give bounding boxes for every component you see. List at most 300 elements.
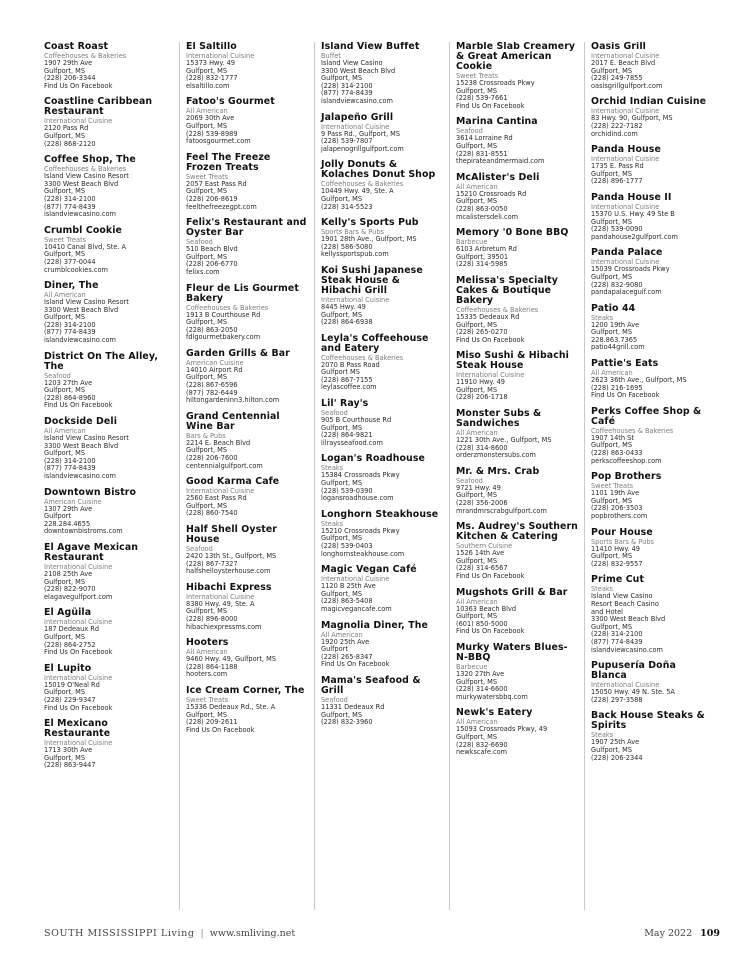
restaurant-detail-line: 1713 30th Ave [44, 746, 93, 755]
restaurant-detail-line: fatoosgourmet.com [186, 137, 251, 146]
restaurant-detail-line: (228) 206-2344 [591, 753, 643, 762]
restaurant-detail-line: Gulfport, MS [321, 310, 363, 319]
restaurant-detail-line: 8445 Hwy. 49 [321, 302, 366, 311]
restaurant-detail-line: leylascoffee.com [321, 383, 377, 392]
restaurant-detail-line: (228) 831-8551 [456, 149, 508, 158]
restaurant-category: All American [456, 429, 498, 438]
restaurant-detail-line: Island View Casino [591, 592, 653, 601]
restaurant-detail-line: longhornsteakhouse.com [321, 549, 405, 558]
restaurant-name: Panda House II [591, 191, 672, 203]
restaurant-name: El Lupito [44, 662, 92, 674]
restaurant-category: All American [321, 630, 363, 639]
restaurant-detail-line: Find Us On Facebook [456, 572, 525, 580]
restaurant-detail-line: halfshelloysterhouse.com [186, 567, 271, 576]
restaurant-detail-line: Gulfport, MS [456, 197, 498, 206]
restaurant-detail-line: (228) 206-1718 [456, 393, 508, 402]
restaurant-name: Garden Grills & Bar [186, 347, 290, 359]
restaurant-entry [44, 97, 173, 148]
restaurant-detail-line: 3300 West Beach Blvd [321, 66, 396, 75]
restaurant-detail-line: 9460 Hwy. 49, Gulfport, MS [186, 655, 276, 664]
restaurant-detail-line: Gulfport, MS [456, 491, 498, 500]
restaurant-detail-line: (228) 832-9080 [591, 280, 643, 289]
restaurant-detail-line: (228) 265-0270 [456, 328, 508, 337]
restaurant-detail-line: (228) 864-6938 [321, 318, 373, 327]
restaurant-name: Ice Cream Corner, The [186, 684, 305, 696]
restaurant-detail-line: logansroadhouse.com [321, 494, 394, 503]
restaurant-detail-line: 1907 14th St [591, 433, 634, 442]
restaurant-name: Downtown Bistro [44, 486, 137, 498]
restaurant-detail-line: hibachiexpressms.com [186, 622, 262, 631]
restaurant-detail-line: Gulfport, MS [321, 534, 363, 543]
restaurant-category: Seafood [186, 545, 213, 553]
restaurant-entry [44, 417, 173, 481]
restaurant-detail-line: feelthefreezegpt.com [186, 202, 257, 211]
restaurant-entry [186, 638, 308, 679]
restaurant-detail-line: (228) 864-8960 [44, 393, 96, 402]
restaurant-detail-line: 1221 30th Ave., Gulfport, MS [456, 436, 552, 445]
restaurant-category: International Cuisine [591, 52, 660, 60]
restaurant-detail-line: Gulfport, MS [186, 373, 228, 382]
restaurant-detail-line: Gulfport, MS [186, 607, 228, 616]
restaurant-detail-line: (228) 896-8000 [186, 614, 238, 623]
restaurant-name: District On The Alley, The [44, 350, 158, 372]
restaurant-detail-line: 15019 O'Neal Rd [44, 680, 100, 689]
restaurant-category: All American [186, 648, 228, 657]
restaurant-detail-line: (228) 209-2611 [186, 718, 238, 727]
restaurant-detail-line: oasisgrillgulfport.com [591, 81, 663, 90]
restaurant-name: Mr. & Mrs. Crab [456, 465, 540, 477]
restaurant-detail-line: 905 B Courthouse Rd [321, 416, 392, 425]
restaurant-name: Coffee Shop, The [44, 154, 136, 166]
restaurant-detail-line: 1735 E. Pass Rd [591, 162, 644, 171]
restaurant-detail-line: islandviewcasino.com [44, 336, 116, 345]
restaurant-entry [456, 588, 578, 636]
restaurant-category: International Cuisine [591, 107, 660, 116]
restaurant-category: Barbecue [456, 662, 488, 671]
restaurant-name: Good Karma Cafe [186, 476, 280, 488]
restaurant-category: All American [456, 597, 498, 606]
restaurant-detail-line: (228) 863-9447 [44, 761, 96, 770]
restaurant-name: Coastline Caribbean Restaurant [44, 96, 153, 118]
restaurant-detail-line: 15238 Crossroads Pkwy [456, 79, 535, 87]
restaurant-detail-line: Island View Casino Resort [44, 298, 129, 307]
restaurant-category: Sports Bars & Pubs [591, 537, 654, 546]
restaurant-detail-line: newkscafe.com [456, 748, 508, 757]
restaurant-category: American Cuisine [44, 497, 102, 506]
restaurant-detail-line: magicvegancafe.com [321, 604, 392, 613]
restaurant-detail-line: islandviewcasino.com [44, 472, 116, 480]
restaurant-entry [321, 454, 443, 502]
restaurant-category: International Cuisine [186, 52, 255, 60]
restaurant-name: Monster Subs & Sandwiches [456, 408, 542, 430]
restaurant-entry [456, 708, 578, 756]
restaurant-detail-line: (877) 774-8439 [44, 202, 96, 211]
restaurant-category: Seafood [186, 238, 213, 247]
restaurant-category: Steaks [321, 464, 344, 473]
restaurant-entry [456, 351, 578, 402]
restaurant-detail-line: Find Us On Facebook [186, 725, 255, 734]
footer-separator: | [200, 928, 204, 939]
restaurant-detail-line: (877) 774-8439 [321, 89, 373, 98]
restaurant-category: Southern Cuisine [456, 542, 513, 551]
restaurant-name: Hooters [186, 637, 229, 649]
restaurant-entry [44, 352, 173, 410]
restaurant-detail-line: (877) 782-6449 [186, 388, 238, 397]
restaurant-detail-line: Find Us On Facebook [321, 660, 390, 669]
restaurant-detail-line: (228) 206-7600 [186, 454, 238, 463]
restaurant-detail-line: islandviewcasino.com [321, 96, 393, 105]
restaurant-detail-line: Gulfport, MS [456, 385, 498, 394]
restaurant-detail-line: (228) 586-5080 [321, 242, 373, 251]
restaurant-detail-line: Gulfport, MS [186, 121, 228, 130]
restaurant-detail-line: (228) 377-0044 [44, 257, 96, 266]
restaurant-detail-line: Gulfport, MS [321, 194, 363, 203]
restaurant-name: Diner, The [44, 280, 99, 292]
restaurant-detail-line: (228) 314-2100 [591, 630, 643, 639]
restaurant-detail-line: Gulfport, MS [591, 217, 633, 226]
restaurant-category: Sweet Treats [44, 235, 87, 244]
restaurant-category: All American [456, 182, 498, 191]
restaurant-detail-line: (228) 864-9821 [321, 431, 373, 440]
restaurant-detail-line: Gulfport, MS [456, 86, 498, 95]
restaurant-detail-line: Gulfport, MS [456, 141, 498, 150]
restaurant-detail-line: 1907 29th Ave [44, 59, 93, 67]
restaurant-detail-line: 11410 Hwy. 49 [591, 544, 640, 553]
restaurant-detail-line: Gulfport, MS [321, 710, 363, 719]
restaurant-detail-line: felixs.com [186, 267, 220, 276]
restaurant-entry [321, 218, 443, 259]
restaurant-detail-line: (228) 314-2100 [44, 456, 96, 465]
restaurant-detail-line: mrandmrscrabgulfport.com [456, 506, 547, 515]
restaurant-detail-line: (228) 314-2100 [44, 194, 96, 203]
restaurant-category: International Cuisine [321, 575, 390, 584]
restaurant-entry [321, 399, 443, 447]
restaurant-name: Pupusería Doña Blanca [591, 660, 676, 682]
restaurant-detail-line: Gulfport MS [321, 368, 360, 377]
restaurant-detail-line: pandapalaceguif.com [591, 288, 662, 297]
footer-left [44, 928, 295, 939]
restaurant-name: El Saltillo [186, 42, 237, 52]
restaurant-category: Sweet Treats [186, 172, 229, 181]
restaurant-detail-line: (228) 206-8619 [186, 194, 238, 203]
restaurant-detail-line: (228) 356-2006 [456, 499, 508, 508]
restaurant-name: Dockside Deli [44, 416, 118, 428]
restaurant-category: International Cuisine [44, 562, 113, 571]
restaurant-name: Island View Buffet [321, 42, 420, 52]
restaurant-detail-line: hiltongardeninn3.hilton.com [186, 396, 280, 405]
restaurant-name: Mama's Seafood & Grill [321, 674, 421, 696]
website-link[interactable]: www.smliving.net [209, 928, 296, 939]
restaurant-detail-line: 2214 E. Beach Blvd [186, 438, 251, 447]
restaurant-detail-line: Gulfport, MS [186, 446, 228, 455]
restaurant-name: Longhorn Steakhouse [321, 508, 439, 520]
restaurant-category: Sports Bars & Pubs [321, 228, 384, 237]
restaurant-entry [44, 155, 173, 219]
restaurant-entry [591, 359, 713, 400]
restaurant-detail-line: (228) 832-3960 [321, 718, 373, 727]
restaurant-detail-line: Gulfport, MS [591, 552, 633, 561]
restaurant-detail-line: Gulfport, MS [44, 250, 86, 259]
restaurant-category: Coffeehouses & Bakeries [321, 180, 404, 189]
restaurant-detail-line: (228) 863-0433 [591, 449, 643, 458]
restaurant-detail-line: 15370 U.S. Hwy. 49 Ste B [591, 209, 675, 218]
footer-right [644, 928, 720, 939]
restaurant-entry [591, 661, 713, 704]
restaurant-detail-line: (877) 774-8439 [44, 328, 96, 337]
restaurant-detail-line: (228) 314-8600 [456, 443, 508, 452]
restaurant-detail-line: Gulfport, MS [186, 187, 228, 196]
restaurant-detail-line: 1307 29th Ave [44, 504, 93, 513]
restaurant-entry [321, 621, 443, 669]
restaurant-entry [591, 528, 713, 569]
restaurant-category: International Cuisine [44, 618, 113, 627]
restaurant-detail-line: and Hotel [591, 607, 623, 616]
restaurant-entry [186, 218, 308, 276]
restaurant-detail-line: elagavegulfport.com [44, 592, 113, 601]
restaurant-detail-line: Gulfport, MS [44, 577, 86, 586]
restaurant-detail-line: lilraysseafood.com [321, 438, 383, 447]
restaurant-detail-line: jalapenogrillgulfport.com [321, 144, 404, 153]
restaurant-entry [591, 193, 713, 241]
restaurant-detail-line: (228) 206-3344 [44, 74, 96, 83]
restaurant-entry [44, 226, 173, 274]
restaurant-name: Leyla's Coffeehouse and Eatery [321, 332, 429, 354]
restaurant-detail-line: (877) 774-8439 [591, 637, 643, 646]
restaurant-category: Barbecue [456, 238, 488, 247]
restaurant-category: International Cuisine [591, 681, 660, 690]
restaurant-name: McAlister's Deli [456, 171, 540, 183]
restaurant-detail-line: 10449 Hwy. 49, Ste. A [321, 187, 394, 196]
restaurant-name: Back House Steaks & Spirits [591, 710, 705, 732]
restaurant-name: Kelly's Sports Pub [321, 217, 419, 229]
restaurant-name: Miso Sushi & Hibachi Steak House [456, 350, 569, 372]
restaurant-detail-line: 3300 West Beach Blvd [591, 615, 666, 624]
restaurant-entry [456, 42, 578, 110]
restaurant-name: Magnolia Diner, The [321, 619, 428, 631]
restaurant-detail-line: murkywatersbbq.com [456, 692, 528, 701]
restaurant-detail-line: (228) 832-1777 [186, 74, 238, 83]
restaurant-name: Hibachi Express [186, 581, 272, 593]
restaurant-detail-line: 1907 25th Ave [591, 738, 640, 747]
restaurant-entry [44, 719, 173, 770]
restaurant-entry [456, 276, 578, 344]
restaurant-detail-line: popbrothers.com [591, 512, 648, 520]
restaurant-detail-line: Gulfport, MS [186, 710, 228, 719]
restaurant-detail-line: 2108 25th Ave [44, 569, 93, 578]
restaurant-detail-line: 1920 25th Ave [321, 637, 370, 646]
restaurant-category: Coffeehouses & Bakeries [456, 305, 539, 314]
restaurant-detail-line: (228) 863-2050 [186, 325, 238, 334]
restaurant-category: Coffeehouses & Bakeries [44, 52, 127, 60]
restaurant-detail-line: Gulfport, MS [456, 732, 498, 741]
restaurant-name: Melissa's Specialty Cakes & Boutique Bakery [456, 274, 558, 306]
restaurant-category: International Cuisine [186, 592, 255, 601]
restaurant-entry [321, 113, 443, 154]
directory-column [314, 42, 449, 910]
restaurant-category: Sweet Treats [186, 695, 229, 704]
restaurant-entry [186, 477, 308, 518]
restaurant-name: Fatoo's Gourmet [186, 96, 275, 108]
restaurant-detail-line: 15210 Crossroads Pkwy [321, 526, 400, 535]
restaurant-detail-line: Gulfport, MS [186, 66, 228, 75]
restaurant-detail-line: Find Us On Facebook [44, 648, 113, 657]
restaurant-category: Coffeehouses & Bakeries [44, 165, 127, 174]
restaurant-name: Ms. Audrey's Southern Kitchen & Catering [456, 521, 578, 543]
restaurant-category: All American [44, 427, 86, 436]
restaurant-entry [44, 488, 173, 536]
restaurant-detail-line: 1901 28th Ave., Gulfport, MS [321, 235, 417, 244]
restaurant-detail-line: Resort Beach Casino [591, 599, 659, 608]
restaurant-name: Panda Palace [591, 247, 663, 259]
restaurant-entry [186, 686, 308, 734]
restaurant-entry [321, 266, 443, 327]
restaurant-detail-line: (228) 314-6600 [456, 685, 508, 694]
restaurant-detail-line: 1120 B 25th Ave [321, 582, 376, 591]
restaurant-category: Sweet Treats [456, 72, 499, 80]
restaurant-detail-line: Gulfport, MS [44, 66, 86, 75]
restaurant-name: Pop Brothers [591, 471, 662, 483]
restaurant-detail-line: (228) 539-0090 [591, 225, 643, 234]
restaurant-detail-line: (228) 832-6690 [456, 740, 508, 749]
restaurant-name: Logan's Roadhouse [321, 453, 425, 465]
restaurant-name: Patio 44 [591, 302, 636, 314]
restaurant-entry [186, 284, 308, 342]
restaurant-detail-line: orderzmonstersubs.com [456, 451, 536, 460]
restaurant-entry [186, 525, 308, 576]
restaurant-category: International Cuisine [456, 371, 525, 380]
restaurant-detail-line: 9721 Hwy. 49 [456, 483, 501, 492]
restaurant-detail-line: Island View Casino [321, 59, 383, 67]
restaurant-detail-line: Find Us On Facebook [456, 335, 525, 344]
restaurant-detail-line: Gulfport, MS [591, 441, 633, 450]
restaurant-category: Coffeehouses & Bakeries [591, 426, 674, 435]
restaurant-detail-line: 2120 Pass Rd [44, 124, 89, 133]
restaurant-entry [591, 248, 713, 296]
restaurant-detail-line: 1200 19th Ave [591, 320, 640, 329]
restaurant-detail-line: (228) 222-7182 [591, 121, 643, 130]
restaurant-detail-line: (228) 216-1695 [591, 383, 643, 392]
magazine-name: SOUTH MISSISSIPPI Living [44, 928, 195, 939]
restaurant-detail-line: Gulfport, MS [591, 169, 633, 178]
restaurant-name: Pour House [591, 526, 653, 538]
restaurant-detail-line: 2623 36th Ave., Gulfport, MS [591, 376, 687, 385]
restaurant-detail-line: Gulfport, MS [321, 74, 363, 83]
page-footer [44, 926, 720, 942]
page-number: 109 [700, 928, 720, 939]
restaurant-detail-line: islandviewcasino.com [44, 210, 116, 219]
restaurant-detail-line: Gulfport, MS [44, 386, 86, 395]
issue-date: May 2022 [644, 928, 693, 939]
restaurant-detail-line: Find Us On Facebook [44, 703, 113, 712]
restaurant-detail-line: (228) 314-5985 [456, 260, 508, 269]
restaurant-detail-line: Gulfport, MS [186, 501, 228, 510]
restaurant-detail-line: Gulfport, MS [186, 252, 228, 261]
restaurant-name: Feel The Freeze Frozen Treats [186, 151, 271, 173]
restaurant-detail-line: Gulfport, MS [44, 187, 86, 196]
restaurant-detail-line: 2070 B Pass Road [321, 360, 380, 369]
restaurant-detail-line: Gulfport, MS [456, 612, 498, 621]
restaurant-detail-line: 14010 Airport Rd [186, 365, 243, 374]
restaurant-name: Lil' Ray's [321, 398, 369, 410]
restaurant-name: Panda House [591, 144, 661, 156]
restaurant-detail-line: 3300 West Beach Blvd [44, 179, 119, 188]
restaurant-name: El Agüila [44, 607, 92, 619]
restaurant-detail-line: 15335 Dedeaux Rd [456, 312, 520, 321]
restaurant-detail-line: (228) 539-0390 [321, 486, 373, 495]
restaurant-entry [321, 565, 443, 613]
restaurant-category: Seafood [44, 371, 71, 380]
restaurant-category: International Cuisine [591, 155, 660, 164]
restaurant-category: Seafood [321, 695, 348, 704]
restaurant-detail-line: Find Us On Facebook [591, 391, 660, 400]
restaurant-detail-line: (228) 314-5523 [321, 202, 373, 211]
restaurant-detail-line: (601) 850-5000 [456, 619, 508, 628]
restaurant-detail-line: Find Us On Facebook [44, 401, 113, 410]
restaurant-name: Crumbl Cookie [44, 224, 123, 236]
restaurant-detail-line: islandviewcasino.com [591, 645, 663, 654]
restaurant-entry [591, 575, 713, 654]
restaurant-detail-line: (877) 774-8439 [44, 464, 96, 473]
restaurant-detail-line: Island View Casino Resort [44, 172, 129, 181]
restaurant-category: International Cuisine [44, 117, 113, 126]
restaurant-detail-line: 11910 Hwy. 49 [456, 378, 505, 387]
restaurant-detail-line: 9 Pass Rd., Gulfport, MS [321, 129, 401, 138]
restaurant-detail-line: 1203 27th Ave [44, 378, 93, 387]
restaurant-name: Murky Waters Blues-N-BBQ [456, 641, 568, 663]
restaurant-detail-line: (228) 863-0050 [456, 204, 508, 213]
restaurant-detail-line: 3300 West Beach Blvd [44, 441, 119, 450]
restaurant-name: Marina Cantina [456, 116, 538, 128]
restaurant-detail-line: (228) 297-3588 [591, 695, 643, 704]
restaurant-detail-line: 10410 Canal Blvd, Ste. A [44, 242, 127, 251]
restaurant-entry [456, 467, 578, 515]
restaurant-detail-line: patio44grill.com [591, 343, 645, 352]
restaurant-detail-line: Gulfport [44, 512, 71, 521]
restaurant-detail-line: (228) 863-5408 [321, 597, 373, 606]
restaurant-name: El Mexicano Restaurante [44, 718, 111, 740]
restaurant-entry [591, 472, 713, 520]
restaurant-detail-line: mcalistersdeli.com [456, 212, 519, 221]
restaurant-category: International Cuisine [591, 202, 660, 211]
restaurant-entry [456, 117, 578, 165]
directory-column [584, 42, 719, 910]
restaurant-name: Half Shell Oyster House [186, 524, 278, 545]
restaurant-entry [44, 543, 173, 601]
restaurant-detail-line: 2057 East Pass Rd [186, 179, 247, 188]
restaurant-detail-line: Gulfport, MS [591, 272, 633, 281]
restaurant-category: Seafood [456, 127, 483, 136]
restaurant-detail-line: Gulfport, MS [456, 320, 498, 329]
restaurant-entry [591, 42, 713, 90]
restaurant-detail-line: 228.284.4655 [44, 519, 91, 528]
restaurant-detail-line: (228) 864-1188 [186, 662, 238, 671]
restaurant-detail-line: 15384 Crossroads Pkwy [321, 471, 400, 480]
restaurant-name: El Agave Mexican Restaurant [44, 541, 139, 563]
restaurant-detail-line: Find Us On Facebook [44, 81, 113, 90]
restaurant-category: International Cuisine [44, 739, 113, 748]
restaurant-detail-line: 8380 Hwy. 49, Ste. A [186, 599, 255, 608]
restaurant-detail-line: (228) 864-2752 [44, 640, 96, 649]
restaurant-entry [591, 145, 713, 186]
restaurant-detail-line: Gulfport, MS [44, 313, 86, 322]
restaurant-category: International Cuisine [321, 295, 390, 304]
restaurant-category: All American [44, 291, 86, 300]
restaurant-category: Steaks [591, 731, 614, 740]
restaurant-category: Steaks [591, 313, 614, 322]
restaurant-entry [591, 711, 713, 762]
restaurant-detail-line: 2420 13th St., Gulfport, MS [186, 552, 277, 560]
restaurant-detail-line: Gulfport, MS [44, 688, 86, 697]
